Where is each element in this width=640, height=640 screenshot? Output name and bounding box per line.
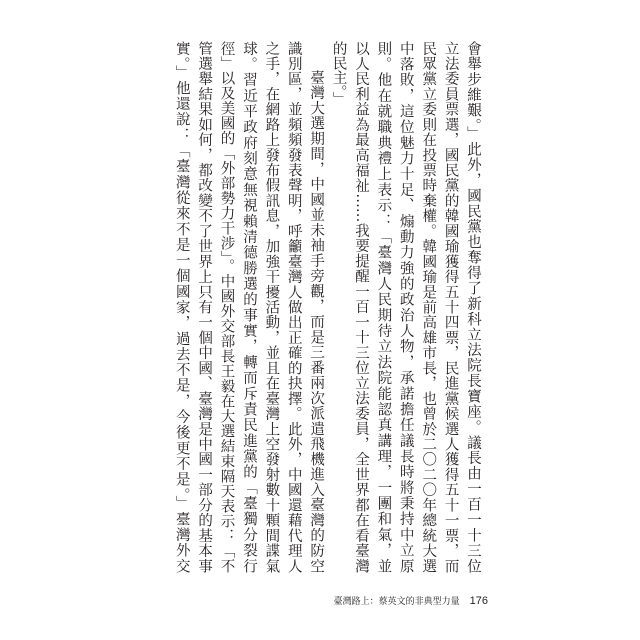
text-column: 之手，在網路上發布假訊息，加強干擾活動，並且在臺灣上空發射數十顆間諜氣 bbox=[263, 41, 280, 573]
page-number: 176 bbox=[469, 595, 488, 607]
text-column: 球。習近平政府刻意無視賴清德勝選的事實，轉而斥責民進黨的「臺獨分裂行 bbox=[240, 41, 257, 573]
text-column: 會舉步維艱。」此外，國民黨也奪得了新科立法院長寶座。議長由一百一十三位 bbox=[465, 41, 481, 573]
running-title: 臺灣路上：蔡英文的非典型力量 bbox=[333, 597, 460, 607]
body-text bbox=[170, 41, 484, 573]
page-footer bbox=[334, 594, 488, 607]
text-column: 立法委員票選，國民黨的韓國瑜獲得五十四票，民進黨候選人獲得五十一票，而 bbox=[442, 41, 459, 573]
text-column: 實。」他還說：「臺灣從來不是一個國家，過去不是，今後更不是。」臺灣外交 bbox=[173, 41, 190, 573]
paragraph-end-column: 的民主。」 bbox=[330, 41, 347, 107]
text-column: 則。他在就職典禮上表示：「臺灣人民期待立法院能認真講理，一團和氣，並 bbox=[375, 41, 392, 573]
paragraph-start-column: 臺灣大選期間，中國並未袖手旁觀，而是三番兩次派遣飛機進入臺灣的防空 bbox=[308, 70, 325, 573]
text-column: 徑」以及美國的「外部勢力干涉」。中國外交部長王毅在大選結束隔天表示：「不 bbox=[218, 41, 235, 573]
text-column: 民眾黨立委則在投票時棄權。韓國瑜是前高雄市長，也曾於二〇二〇年總統大選 bbox=[420, 41, 437, 573]
text-column: 管選舉結果如何，都改變不了世界上只有一個中國、臺灣是中國一部分的基本事 bbox=[196, 41, 213, 573]
text-column: 以人民利益為最高福祉……我要提醒一百一十三位立法委員，全世界都在看臺灣 bbox=[352, 41, 369, 573]
text-column: 中落敗，這位魅力十足、煽動力強的政治人物，承諾擔任議長時將秉持中立原 bbox=[397, 41, 414, 573]
text-column: 識別區，並頻頻發表聲明，呼籲臺灣人做出正確的抉擇。此外，中國還藉代理人 bbox=[285, 41, 302, 573]
